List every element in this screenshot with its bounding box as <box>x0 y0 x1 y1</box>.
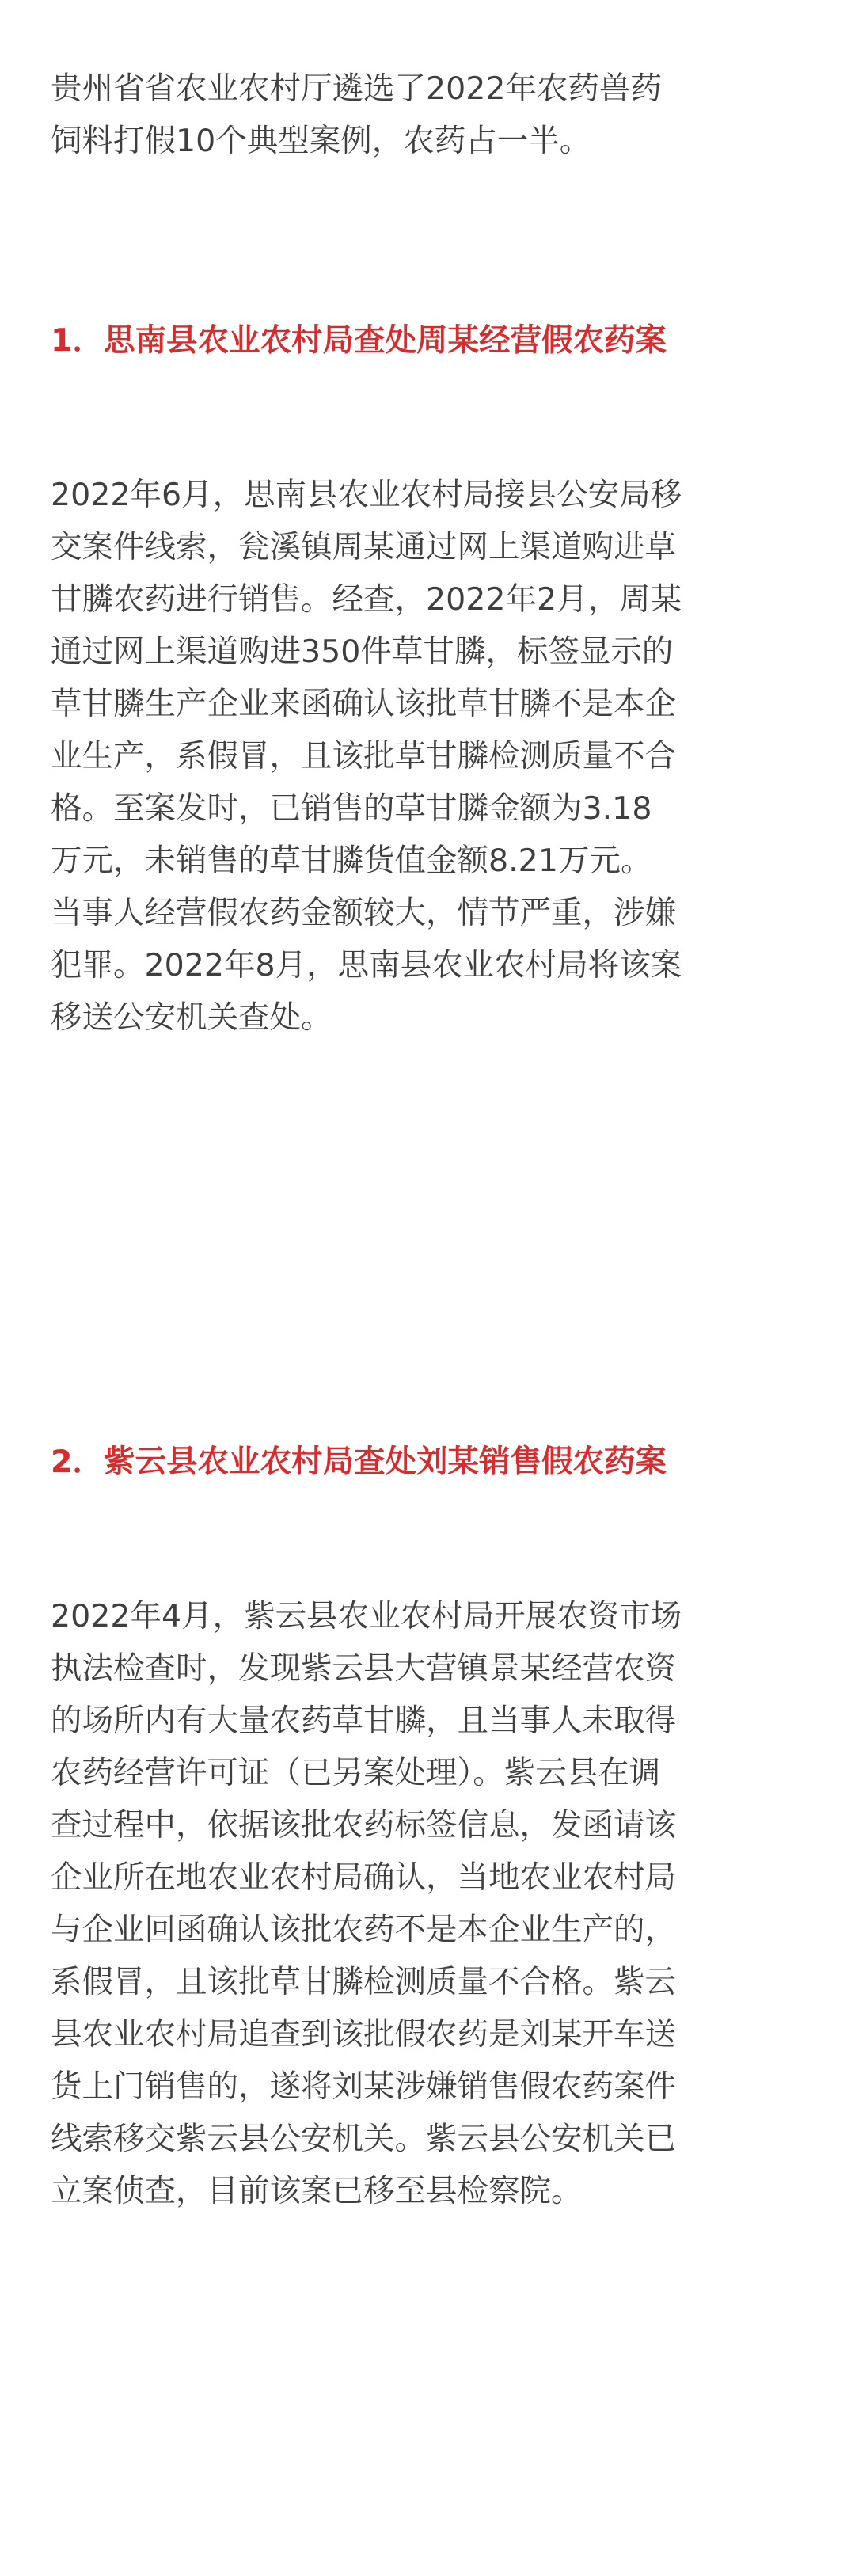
case-1-line: 2022年6月，思南县农业农村局接县公安局移 <box>51 477 682 513</box>
case-1-heading: 1．思南县农业农村局查处周某经营假农药案 <box>51 322 667 359</box>
case-1-line: 移送公安机关查处。 <box>51 999 332 1036</box>
case-1-line: 当事人经营假农药金额较大，情节严重，涉嫌 <box>51 895 676 931</box>
case-2-line: 2022年4月，紫云县农业农村局开展农资市场 <box>51 1598 682 1634</box>
case-1-paragraph <box>51 469 682 1044</box>
case-1-line: 万元，未销售的草甘膦货值金额8.21万元。 <box>51 843 652 879</box>
case-2-line: 线索移交紫云县公安机关。紫云县公安机关已 <box>51 2121 676 2157</box>
case-2-heading: 2．紫云县农业农村局查处刘某销售假农药案 <box>51 1444 667 1480</box>
case-2-line: 的场所内有大量农药草甘膦，且当事人未取得 <box>51 1703 676 1739</box>
intro-paragraph <box>51 63 662 167</box>
intro-line: 贵州省省农业农村厅遴选了2022年农药兽药 <box>51 70 663 107</box>
case-1-line: 格。至案发时，已销售的草甘膦金额为3.18 <box>51 790 652 827</box>
case-1-line: 甘膦农药进行销售。经查，2022年2月，周某 <box>51 581 682 618</box>
case-2-line: 县农业农村局追查到该批假农药是刘某开车送 <box>51 2016 676 2053</box>
case-2-line: 查过程中，依据该批农药标签信息，发函请该 <box>51 1807 676 1844</box>
case-2-line: 农药经营许可证（已另案处理）。紫云县在调 <box>51 1755 661 1791</box>
case-2-line: 执法检查时，发现紫云县大营镇景某经营农资 <box>51 1650 676 1687</box>
case-2-line: 与企业回函确认该批农药不是本企业生产的， <box>51 1912 676 1948</box>
case-1-line: 草甘膦生产企业来函确认该批草甘膦不是本企 <box>51 686 676 722</box>
intro-line: 饲料打假10个典型案例，农药占一半。 <box>51 123 591 159</box>
case-2-paragraph <box>51 1590 682 2217</box>
case-1-line: 通过网上渠道购进350件草甘膦，标签显示的 <box>51 634 674 670</box>
case-2-line: 货上门销售的，遂将刘某涉嫌销售假农药案件 <box>51 2068 676 2105</box>
case-1-line: 交案件线索，瓮溪镇周某通过网上渠道购进草 <box>51 529 676 565</box>
case-2-line: 企业所在地农业农村局确认，当地农业农村局 <box>51 1859 676 1896</box>
case-1-line: 犯罪。2022年8月，思南县农业农村局将该案 <box>51 947 682 984</box>
case-1-line: 业生产，系假冒，且该批草甘膦检测质量不合 <box>51 738 676 774</box>
case-2-line: 系假冒，且该批草甘膦检测质量不合格。紫云 <box>51 1964 676 2000</box>
case-2-line: 立案侦查，目前该案已移至县检察院。 <box>51 2173 583 2209</box>
